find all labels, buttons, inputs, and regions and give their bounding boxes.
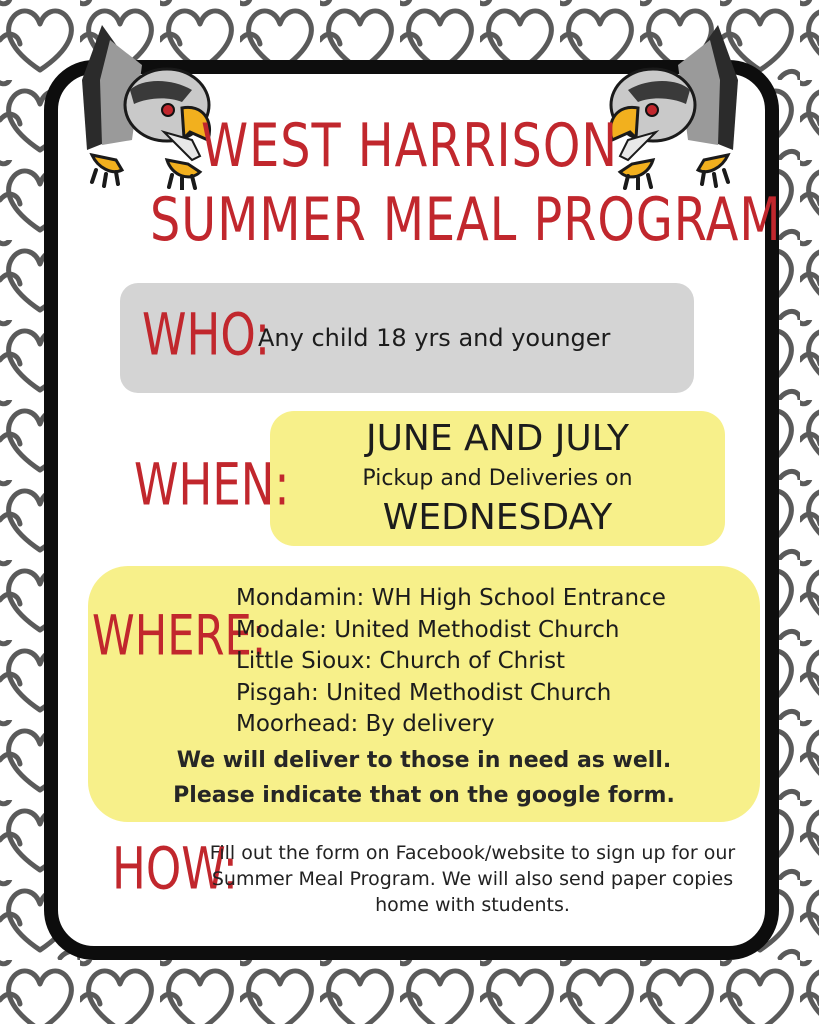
where-note-line-2: Please indicate that on the google form.	[173, 783, 675, 808]
when-day: WEDNESDAY	[382, 497, 613, 538]
where-label: WHERE:	[92, 603, 267, 669]
location-item: Modale: United Methodist Church	[236, 616, 620, 643]
when-subtitle: Pickup and Deliveries on	[362, 466, 633, 491]
location-item: Pisgah: United Methodist Church	[236, 679, 612, 706]
location-item: Mondamin: WH High School Entrance	[236, 585, 666, 611]
where-note-line-1: We will deliver to those in need as well.	[176, 748, 672, 773]
who-text: Any child 18 yrs and younger	[258, 324, 611, 352]
location-item: Moorhead: By delivery	[236, 711, 495, 737]
location-item: Little Sioux: Church of Christ	[236, 648, 566, 674]
title-line-2: SUMMER MEAL PROGRAM	[150, 186, 782, 255]
how-label: HOW:	[112, 835, 238, 903]
when-months: JUNE AND JULY	[365, 418, 630, 459]
title-line-1: WEST HARRISON	[200, 112, 619, 181]
who-label: WHO:	[142, 301, 271, 369]
when-label: WHEN:	[134, 451, 290, 519]
how-text: Fill out the form on Facebook/website to sign up for our Summer Meal Program. We will also send paper copies home with students.	[209, 842, 736, 916]
where-location-list	[236, 583, 666, 741]
